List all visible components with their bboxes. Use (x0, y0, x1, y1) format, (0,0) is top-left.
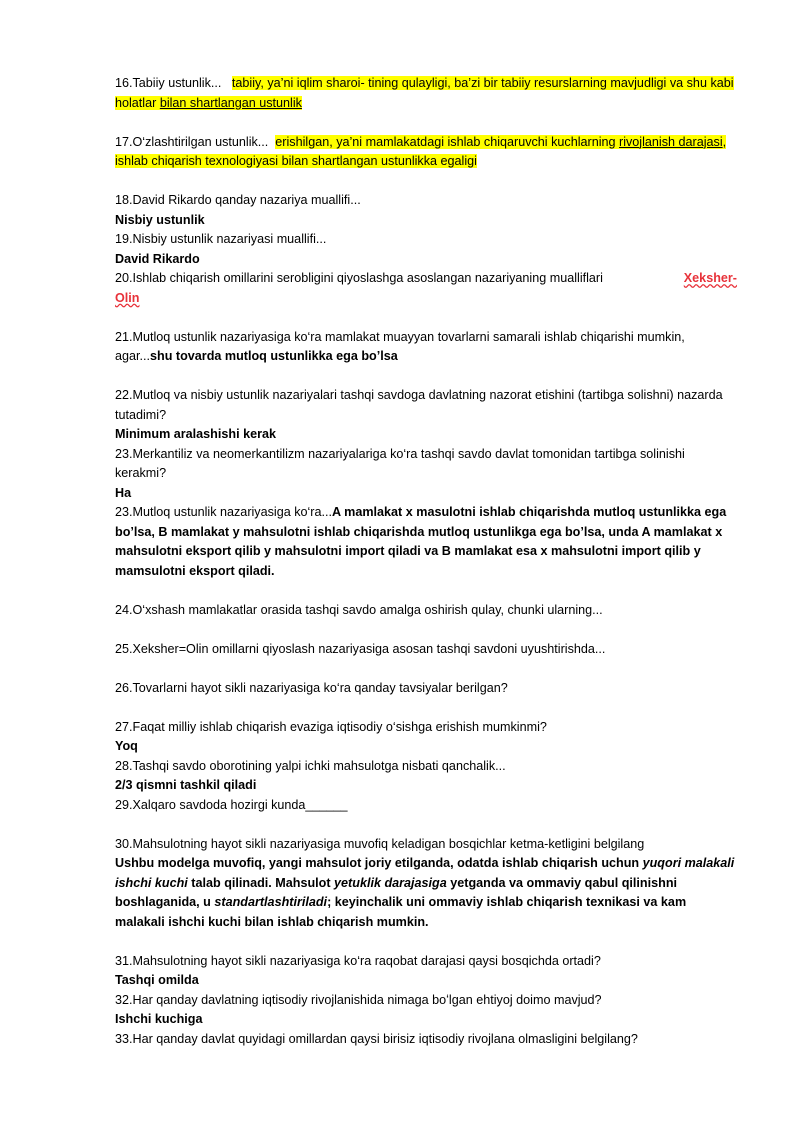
answer-23b: A mamlakat x masulotni ishlab chiqarishda mutloq ustunlikka ega bo’lsa, B mamlakat y mahsulotni ishlab chiqarishda mutloq ustunlikga ega bo’lsa, unda A mamlakat x mahsulotni eksport qilib y mahsulotni import qiladi va B mamlakat esa x mahsulotni import qilib y mamsulotni eksport qiladi. (115, 505, 727, 578)
question-28: 28.Tashqi savdo oborotining yalpi ichki mahsulotga nisbati qanchalik... (115, 758, 506, 773)
question-29: 29.Xalqaro savdoda hozirgi kunda______ (115, 797, 348, 812)
answer-19: David Rikardo (115, 251, 200, 266)
answer-23a: Ha (115, 485, 132, 500)
question-22: 22.Mutloq va nisbiy ustunlik nazariyalari tashqi savdoga davlatning nazorat etishini (tartibga solishni) nazarda tutadimi? (115, 388, 723, 422)
highlighted-answer: tabiiy, ya’ni iqlim sharoi- tining qulayligi, ba’zi bir tabiiy resurslarning mavjudligi va shu kabi holatlar (115, 76, 734, 110)
answer-20-continued: Olin (115, 290, 140, 305)
question-16 (115, 74, 737, 113)
answer-22: Minimum aralashishi kerak (115, 427, 276, 441)
question-17 (115, 133, 737, 172)
question-21 (115, 328, 737, 367)
question-23b (115, 503, 737, 581)
question-text: 23.Mutloq ustunlik nazariyasiga ko‘ra... (115, 505, 333, 519)
question-20 (115, 269, 737, 289)
answer-31: Tashqi omilda (115, 973, 199, 987)
document-page (115, 74, 737, 1049)
question-text: 16.Tabiiy ustunlik... (115, 76, 222, 90)
answer-28: 2/3 qismni tashkil qiladi (115, 778, 257, 792)
answer-21: shu tovarda mutloq ustunlikka ega bo’lsa (150, 349, 398, 363)
question-26: 26.Tovarlarni hayot sikli nazariyasiga ko‘ra qanday tavsiyalar berilgan? (115, 680, 508, 695)
question-text: 17.O‘zlashtirilgan ustunlik... (115, 134, 269, 149)
question-32: 32.Har qanday davlatning iqtisodiy rivojlanishida nimaga boʻlgan ehtiyoj doimo mavjud? (115, 992, 602, 1007)
question-23a: 23.Merkantiliz va neomerkantilizm nazariyalariga ko‘ra tashqi savdo davlat tomonidan tartibga solinishi kerakmi? (115, 446, 685, 480)
question-31: 31.Mahsulotning hayot sikli nazariyasiga ko‘ra raqobat darajasi qaysi bosqichda ortadi? (115, 953, 601, 968)
highlighted-answer: , ishlab chiqarish texnologiyasi bilan shartlangan ustunlikka egaligi (115, 134, 727, 168)
answer-18: Nisbiy ustunlik (115, 212, 205, 227)
highlighted-answer: erishilgan, ya’ni mamlakatdagi ishlab chiqaruvchi kuchlarning (275, 134, 620, 149)
question-19: 19.Nisbiy ustunlik nazariyasi muallifi... (115, 232, 327, 246)
question-24: 24.O‘xshash mamlakatlar orasida tashqi savdo amalga oshirish qulay, chunki ularning... (115, 602, 603, 617)
question-33: 33.Har qanday davlat quyidagi omillardan qaysi birisiz iqtisodiy rivojlana olmasligini belgilang? (115, 1031, 638, 1046)
question-text: 21.Mutloq ustunlik nazariyasiga ko‘ra mamlakat muayyan tovarlarni samarali ishlab chiqarishi mumkin, agar... (115, 329, 685, 363)
highlighted-answer-underlined: rivojlanish darajasi (619, 134, 723, 149)
answer-27: Yoq (115, 739, 138, 753)
question-25: 25.Xeksher=Olin omillarni qiyoslash nazariyasiga asosan tashqi savdoni uyushtirishda... (115, 641, 606, 656)
question-18: 18.David Rikardo qanday nazariya muallifi... (115, 193, 361, 207)
question-30: 30.Mahsulotning hayot sikli nazariyasiga muvofiq keladigan bosqichlar ketma-ketligini belgilang (115, 836, 645, 851)
highlighted-answer-underlined: bilan shartlangan ustunlik (159, 95, 302, 110)
answer-20: Xeksher- (683, 271, 737, 285)
answer-32: Ishchi kuchiga (115, 1012, 203, 1026)
question-27: 27.Faqat milliy ishlab chiqarish evaziga iqtisodiy o‘sishga erishish mumkinmi? (115, 719, 547, 734)
answer-30: Ushbu modelga muvofiq, yangi mahsulot joriy etilganda, odatda ishlab chiqarish uchun yuqori malakali ishchi kuchi talab qilinadi. Mahsulot yetuklik darajasiga yetganda va ommaviy qabul qilinishni boshlaganida, u standartlashtiriladi; keyinchalik uni ommaviy ishlab chiqarish texnikasi va kam malakali ishchi kuchi bilan ishlab chiqarish mumkin. (115, 856, 735, 929)
question-text: 20.Ishlab chiqarish omillarini serobligini qiyoslashga asoslangan nazariyaning mualliflari (115, 271, 603, 285)
